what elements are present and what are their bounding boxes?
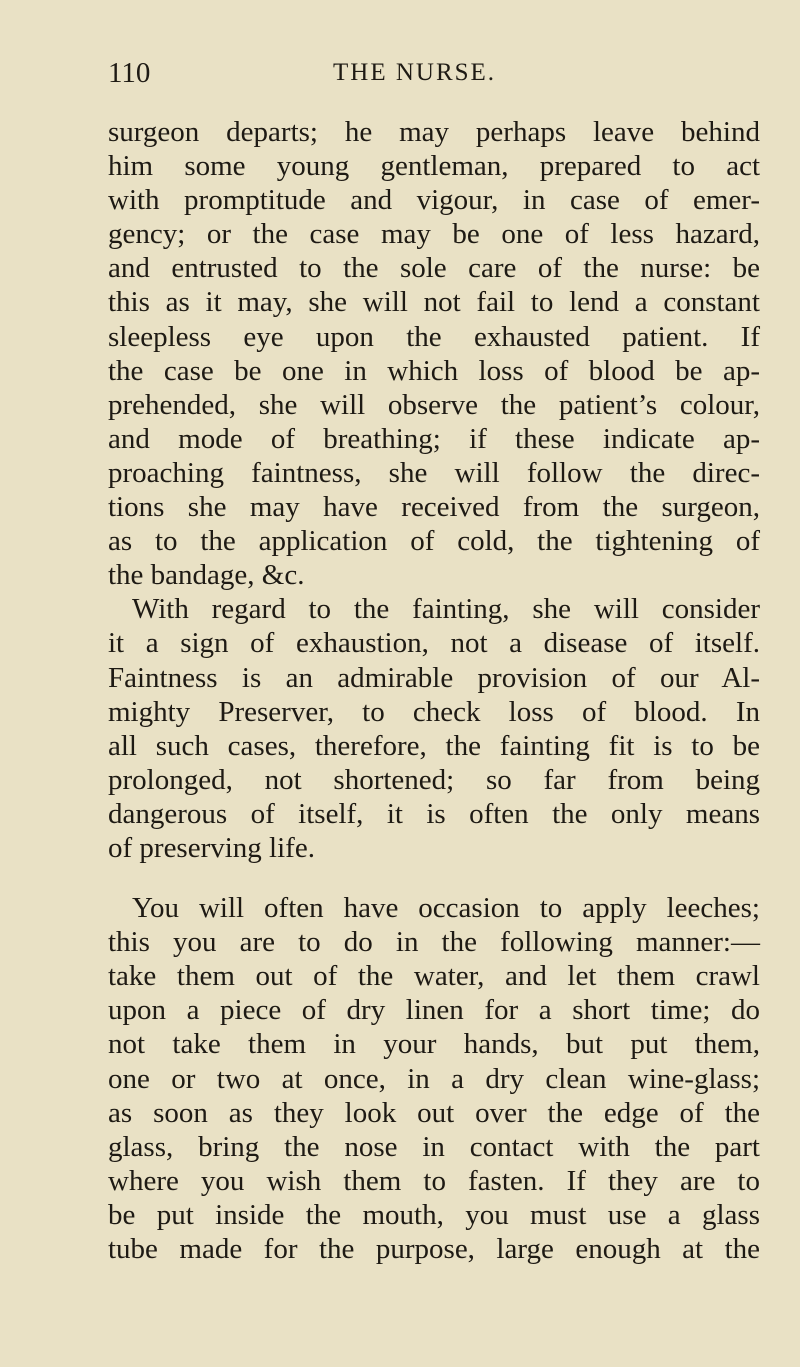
- text-line: surgeon departs; he may perhaps leave behind: [108, 116, 760, 148]
- text-line: sleepless eye upon the exhausted patient. If: [108, 320, 760, 353]
- text-line: this as it may, she will not fail to lend a constant: [108, 286, 760, 319]
- text-line: all such cases, therefore, the fainting fit is to be: [108, 729, 760, 762]
- page-number: 110: [108, 57, 151, 89]
- page-header: [108, 53, 748, 93]
- text-line: tube made for the purpose, large enough at the: [108, 1233, 760, 1265]
- text-line: not take them in your hands, but put them,: [108, 1028, 760, 1061]
- text-line: of preserving life.: [108, 831, 315, 864]
- text-line: be put inside the mouth, you must use a glass: [108, 1198, 760, 1231]
- text-line: mighty Preserver, to check loss of blood. In: [108, 695, 760, 728]
- text-line: him some young gentleman, prepared to act: [108, 150, 760, 183]
- text-line: and entrusted to the sole care of the nurse: be: [108, 252, 760, 285]
- text-line: upon a piece of dry linen for a short time; do: [108, 994, 760, 1027]
- text-line: the case be one in which loss of blood be ap-: [108, 354, 760, 387]
- body-text: [108, 115, 760, 1266]
- text-line: as to the application of cold, the tightening of: [108, 525, 760, 558]
- text-line: with promptitude and vigour, in case of emer-: [108, 184, 760, 217]
- running-head: THE NURSE.: [333, 59, 497, 86]
- text-line: dangerous of itself, it is often the only means: [108, 797, 760, 830]
- text-line: tions she may have received from the surgeon,: [108, 491, 760, 524]
- text-line: the bandage, &c.: [108, 559, 305, 592]
- paragraph-3: [108, 891, 760, 1266]
- text-line: prehended, she will observe the patient’s colour,: [108, 388, 760, 421]
- text-line: prolonged, not shortened; so far from being: [108, 763, 760, 796]
- text-line: glass, bring the nose in contact with the part: [108, 1130, 760, 1163]
- paragraph-1: [108, 115, 760, 592]
- text-line: as soon as they look out over the edge of the: [108, 1096, 760, 1129]
- text-line: where you wish them to fasten. If they are to: [108, 1164, 760, 1197]
- text-line: You will often have occasion to apply leeches;: [132, 892, 760, 925]
- text-line: gency; or the case may be one of less hazard,: [108, 218, 760, 251]
- text-line: With regard to the fainting, she will consider: [132, 593, 760, 626]
- text-line: this you are to do in the following manner:—: [108, 926, 760, 959]
- text-line: one or two at once, in a dry clean wine-glass;: [108, 1062, 760, 1095]
- text-line: it a sign of exhaustion, not a disease of itself.: [108, 627, 760, 660]
- paragraph-2: [108, 592, 760, 865]
- text-line: take them out of the water, and let them crawl: [108, 960, 760, 993]
- text-line: Faintness is an admirable provision of our Al-: [108, 661, 760, 694]
- paragraph-spacer: [108, 865, 760, 891]
- text-line: proaching faintness, she will follow the direc-: [108, 456, 760, 489]
- text-line: and mode of breathing; if these indicate ap-: [108, 422, 760, 455]
